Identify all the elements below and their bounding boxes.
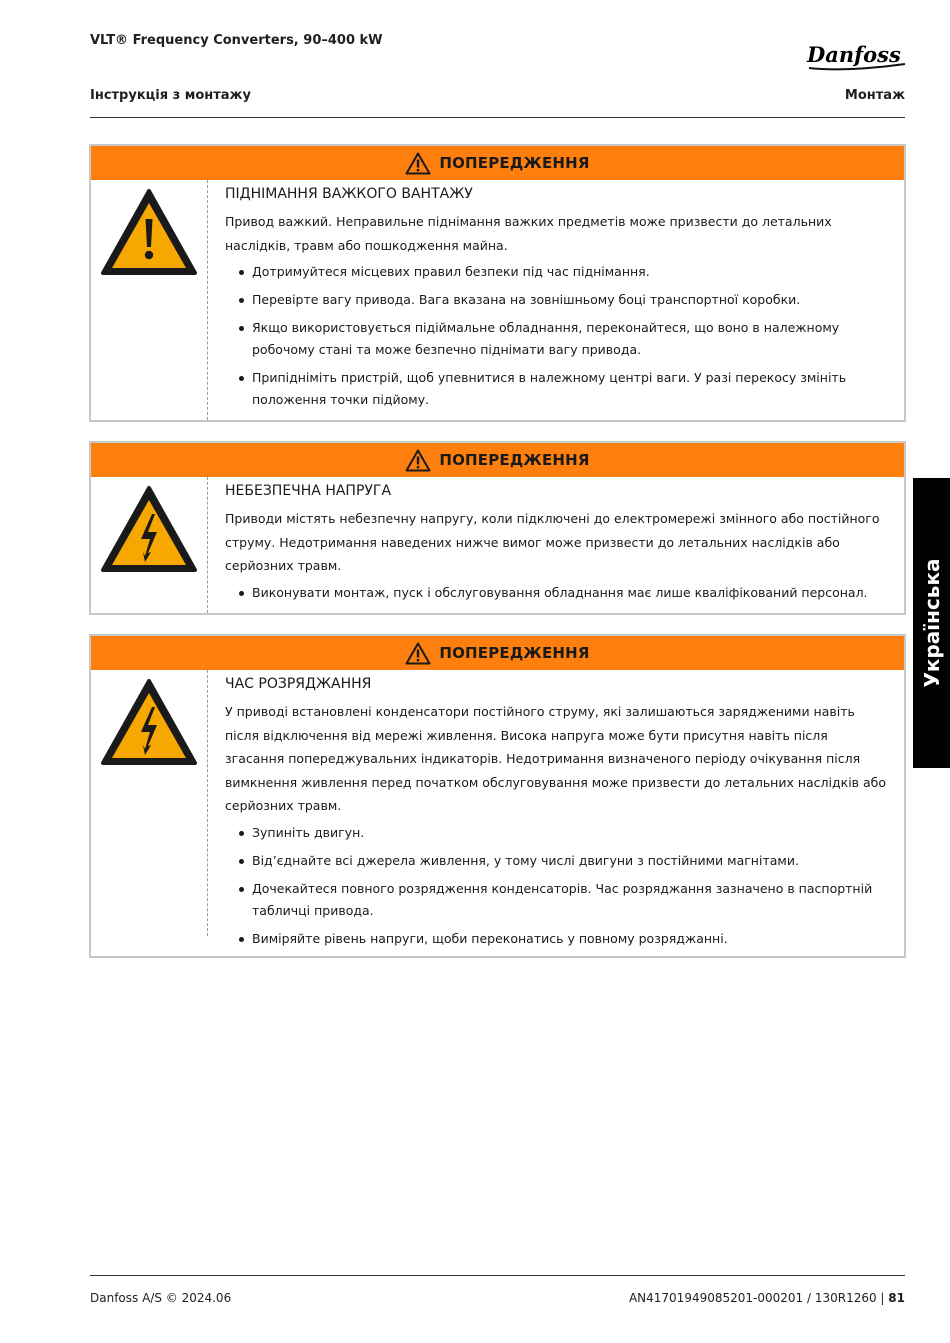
list-item: Припідніміть пристрій, щоб упевнитися в належному центрі ваги. У разі перекосу змініть положення точки підйому. bbox=[225, 367, 888, 411]
warning-header bbox=[91, 636, 904, 670]
footer-copyright: Danfoss A/S © 2024.06 bbox=[90, 1291, 232, 1305]
footer-doc-info bbox=[629, 1291, 905, 1305]
header-divider bbox=[90, 117, 905, 118]
warning-list bbox=[225, 261, 888, 411]
page-number: 81 bbox=[888, 1291, 905, 1305]
warning-header bbox=[91, 443, 904, 477]
list-item: Зупиніть двигун. bbox=[225, 822, 888, 844]
list-item: Виконувати монтаж, пуск і обслуговування обладнання має лише кваліфікований персонал. bbox=[225, 582, 888, 604]
warning-triangle-icon bbox=[405, 152, 431, 175]
product-title: VLT® Frequency Converters, 90–400 kW bbox=[90, 33, 383, 48]
warning-heading: ПОПЕРЕДЖЕННЯ bbox=[439, 154, 590, 172]
warning-heading: ПОПЕРЕДЖЕННЯ bbox=[439, 644, 590, 662]
warning-paragraph: Приводи містять небезпечну напругу, коли підключені до електромережі змінного або постійного струму. Недотримання наведених нижче вимог може призвести до летальних наслідків або серйозних травм. bbox=[225, 511, 880, 573]
language-tab-label: Українська bbox=[919, 558, 944, 688]
warning-title: НЕБЕЗПЕЧНА НАПРУГА bbox=[225, 483, 392, 499]
warning-title: ЧАС РОЗРЯДЖАННЯ bbox=[225, 676, 372, 692]
warning-box-voltage bbox=[89, 441, 906, 615]
doc-type: Інструкція з монтажу bbox=[90, 88, 251, 103]
warning-triangle-icon bbox=[405, 642, 431, 665]
doc-code: AN41701949085201-000201 / 130R1260 | bbox=[628, 1291, 889, 1305]
high-voltage-warning-icon bbox=[99, 484, 199, 574]
list-item: Виміряйте рівень напруги, щоби переконатись у повному розряджанні. bbox=[225, 928, 888, 950]
warning-box-lifting bbox=[89, 144, 906, 422]
language-tab bbox=[913, 478, 950, 768]
exclamation-warning-icon bbox=[99, 187, 199, 277]
warning-paragraph: У приводі встановлені конденсатори постійного струму, які залишаються зарядженими навіть після відключення від мережі живлення. Висока напруга може бути присутня навіть після згасання попереджувальних індикаторів. Недотримання визначеного періоду очікування після вимкнення живлення перед початком обслуговування може призвести до летальних наслідків або серйозних травм. bbox=[225, 704, 887, 813]
section-name: Монтаж bbox=[844, 88, 905, 103]
list-item: Дочекайтеся повного розрядження конденсаторів. Час розряджання зазначено в паспортній табличці привода. bbox=[225, 878, 888, 922]
warning-paragraph: Привод важкий. Неправильне піднімання важких предметів може призвести до летальних наслідків, травм або пошкодження майна. bbox=[225, 214, 832, 253]
danfoss-logo bbox=[805, 38, 908, 76]
warning-list bbox=[225, 582, 888, 604]
warning-triangle-icon bbox=[405, 449, 431, 472]
logo-text: Danfoss bbox=[807, 42, 901, 67]
warning-title: ПІДНІМАННЯ ВАЖКОГО ВАНТАЖУ bbox=[225, 186, 473, 202]
list-item: Від’єднайте всі джерела живлення, у тому числі двигуни з постійними магнітами. bbox=[225, 850, 888, 872]
warning-list bbox=[225, 822, 888, 950]
warning-header bbox=[91, 146, 904, 180]
list-item: Перевірте вагу привода. Вага вказана на зовнішньому боці транспортної коробки. bbox=[225, 289, 888, 311]
warning-heading: ПОПЕРЕДЖЕННЯ bbox=[439, 451, 590, 469]
footer-divider bbox=[90, 1275, 905, 1276]
list-item: Якщо використовується підіймальне обладнання, переконайтеся, що воно в належному робочому стані та може безпечно піднімати вагу привода. bbox=[225, 317, 888, 361]
warning-box-discharge bbox=[89, 634, 906, 958]
list-item: Дотримуйтеся місцевих правил безпеки під час піднімання. bbox=[225, 261, 888, 283]
high-voltage-warning-icon bbox=[99, 677, 199, 767]
